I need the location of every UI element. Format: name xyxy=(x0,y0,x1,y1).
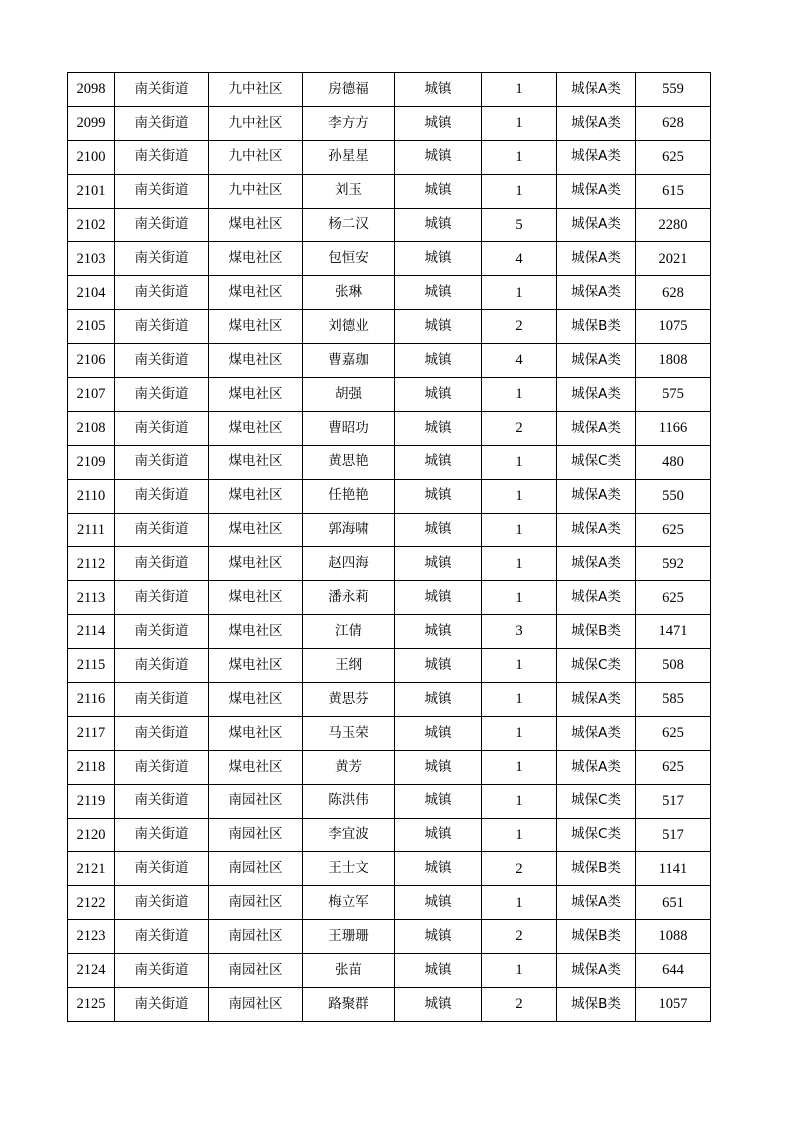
household-size-cell: 1 xyxy=(482,378,557,412)
household-size-cell: 1 xyxy=(482,174,557,208)
household-size-cell: 1 xyxy=(482,276,557,310)
community-cell: 煤电社区 xyxy=(209,513,303,547)
category-cell: 城保A类 xyxy=(557,886,636,920)
subdistrict-cell: 南关街道 xyxy=(115,615,209,649)
area-type-cell: 城镇 xyxy=(395,242,482,276)
table-row xyxy=(68,683,711,717)
row-number: 2099 xyxy=(68,106,115,140)
name-cell: 黄思芬 xyxy=(303,683,395,717)
community-cell: 九中社区 xyxy=(209,140,303,174)
community-cell: 煤电社区 xyxy=(209,344,303,378)
area-type-cell: 城镇 xyxy=(395,852,482,886)
row-number: 2124 xyxy=(68,954,115,988)
subdistrict-cell: 南关街道 xyxy=(115,140,209,174)
category-cell: 城保B类 xyxy=(557,988,636,1022)
table-row xyxy=(68,140,711,174)
table-row xyxy=(68,750,711,784)
row-number: 2107 xyxy=(68,378,115,412)
subdistrict-cell: 南关街道 xyxy=(115,445,209,479)
amount-cell: 1141 xyxy=(636,852,711,886)
area-type-cell: 城镇 xyxy=(395,344,482,378)
row-number: 2118 xyxy=(68,750,115,784)
name-cell: 江倩 xyxy=(303,615,395,649)
name-cell: 陈洪伟 xyxy=(303,784,395,818)
row-number: 2117 xyxy=(68,716,115,750)
subdistrict-cell: 南关街道 xyxy=(115,920,209,954)
table-row xyxy=(68,208,711,242)
community-cell: 南园社区 xyxy=(209,852,303,886)
table-row xyxy=(68,106,711,140)
amount-cell: 1808 xyxy=(636,344,711,378)
amount-cell: 508 xyxy=(636,649,711,683)
table-row xyxy=(68,344,711,378)
table-row xyxy=(68,73,711,107)
table-row xyxy=(68,954,711,988)
category-cell: 城保A类 xyxy=(557,581,636,615)
household-size-cell: 1 xyxy=(482,750,557,784)
subdistrict-cell: 南关街道 xyxy=(115,276,209,310)
name-cell: 梅立军 xyxy=(303,886,395,920)
community-cell: 煤电社区 xyxy=(209,547,303,581)
category-cell: 城保A类 xyxy=(557,716,636,750)
amount-cell: 2280 xyxy=(636,208,711,242)
subdistrict-cell: 南关街道 xyxy=(115,344,209,378)
community-cell: 煤电社区 xyxy=(209,615,303,649)
community-cell: 煤电社区 xyxy=(209,445,303,479)
table-row xyxy=(68,615,711,649)
amount-cell: 1057 xyxy=(636,988,711,1022)
table-row xyxy=(68,852,711,886)
table-row xyxy=(68,920,711,954)
area-type-cell: 城镇 xyxy=(395,750,482,784)
community-cell: 煤电社区 xyxy=(209,581,303,615)
area-type-cell: 城镇 xyxy=(395,716,482,750)
table-row xyxy=(68,378,711,412)
table-row xyxy=(68,513,711,547)
subdistrict-cell: 南关街道 xyxy=(115,954,209,988)
name-cell: 黄思艳 xyxy=(303,445,395,479)
name-cell: 房德福 xyxy=(303,73,395,107)
community-cell: 九中社区 xyxy=(209,174,303,208)
household-size-cell: 4 xyxy=(482,242,557,276)
row-number: 2123 xyxy=(68,920,115,954)
area-type-cell: 城镇 xyxy=(395,581,482,615)
amount-cell: 628 xyxy=(636,106,711,140)
area-type-cell: 城镇 xyxy=(395,547,482,581)
area-type-cell: 城镇 xyxy=(395,378,482,412)
area-type-cell: 城镇 xyxy=(395,174,482,208)
amount-cell: 517 xyxy=(636,784,711,818)
name-cell: 王珊珊 xyxy=(303,920,395,954)
name-cell: 刘德业 xyxy=(303,310,395,344)
name-cell: 郭海啸 xyxy=(303,513,395,547)
row-number: 2105 xyxy=(68,310,115,344)
subdistrict-cell: 南关街道 xyxy=(115,479,209,513)
name-cell: 潘永莉 xyxy=(303,581,395,615)
community-cell: 煤电社区 xyxy=(209,683,303,717)
roster-table-body xyxy=(68,73,711,1022)
category-cell: 城保C类 xyxy=(557,649,636,683)
amount-cell: 1088 xyxy=(636,920,711,954)
name-cell: 李方方 xyxy=(303,106,395,140)
amount-cell: 628 xyxy=(636,276,711,310)
household-size-cell: 2 xyxy=(482,920,557,954)
community-cell: 九中社区 xyxy=(209,73,303,107)
household-size-cell: 1 xyxy=(482,513,557,547)
category-cell: 城保A类 xyxy=(557,954,636,988)
name-cell: 王士文 xyxy=(303,852,395,886)
area-type-cell: 城镇 xyxy=(395,445,482,479)
row-number: 2113 xyxy=(68,581,115,615)
category-cell: 城保A类 xyxy=(557,547,636,581)
household-size-cell: 1 xyxy=(482,581,557,615)
community-cell: 南园社区 xyxy=(209,988,303,1022)
amount-cell: 644 xyxy=(636,954,711,988)
category-cell: 城保A类 xyxy=(557,513,636,547)
table-row xyxy=(68,479,711,513)
name-cell: 张琳 xyxy=(303,276,395,310)
table-row xyxy=(68,581,711,615)
row-number: 2108 xyxy=(68,411,115,445)
household-size-cell: 1 xyxy=(482,73,557,107)
amount-cell: 625 xyxy=(636,750,711,784)
table-row xyxy=(68,276,711,310)
area-type-cell: 城镇 xyxy=(395,276,482,310)
subdistrict-cell: 南关街道 xyxy=(115,547,209,581)
household-size-cell: 1 xyxy=(482,445,557,479)
area-type-cell: 城镇 xyxy=(395,784,482,818)
category-cell: 城保A类 xyxy=(557,750,636,784)
area-type-cell: 城镇 xyxy=(395,411,482,445)
name-cell: 曹嘉珈 xyxy=(303,344,395,378)
amount-cell: 625 xyxy=(636,513,711,547)
amount-cell: 2021 xyxy=(636,242,711,276)
household-size-cell: 3 xyxy=(482,615,557,649)
subdistrict-cell: 南关街道 xyxy=(115,106,209,140)
subdistrict-cell: 南关街道 xyxy=(115,581,209,615)
category-cell: 城保A类 xyxy=(557,174,636,208)
category-cell: 城保B类 xyxy=(557,615,636,649)
row-number: 2121 xyxy=(68,852,115,886)
subdistrict-cell: 南关街道 xyxy=(115,683,209,717)
community-cell: 煤电社区 xyxy=(209,411,303,445)
community-cell: 煤电社区 xyxy=(209,750,303,784)
row-number: 2114 xyxy=(68,615,115,649)
amount-cell: 517 xyxy=(636,818,711,852)
community-cell: 煤电社区 xyxy=(209,649,303,683)
table-row xyxy=(68,818,711,852)
household-size-cell: 1 xyxy=(482,140,557,174)
amount-cell: 559 xyxy=(636,73,711,107)
row-number: 2125 xyxy=(68,988,115,1022)
row-number: 2112 xyxy=(68,547,115,581)
name-cell: 孙星星 xyxy=(303,140,395,174)
household-size-cell: 1 xyxy=(482,479,557,513)
category-cell: 城保A类 xyxy=(557,276,636,310)
subdistrict-cell: 南关街道 xyxy=(115,73,209,107)
community-cell: 煤电社区 xyxy=(209,310,303,344)
community-cell: 南园社区 xyxy=(209,920,303,954)
household-size-cell: 1 xyxy=(482,784,557,818)
category-cell: 城保A类 xyxy=(557,140,636,174)
household-size-cell: 1 xyxy=(482,106,557,140)
amount-cell: 625 xyxy=(636,140,711,174)
row-number: 2115 xyxy=(68,649,115,683)
amount-cell: 1471 xyxy=(636,615,711,649)
row-number: 2101 xyxy=(68,174,115,208)
community-cell: 煤电社区 xyxy=(209,208,303,242)
table-row xyxy=(68,310,711,344)
community-cell: 煤电社区 xyxy=(209,242,303,276)
row-number: 2110 xyxy=(68,479,115,513)
name-cell: 李宜波 xyxy=(303,818,395,852)
name-cell: 任艳艳 xyxy=(303,479,395,513)
amount-cell: 585 xyxy=(636,683,711,717)
category-cell: 城保A类 xyxy=(557,683,636,717)
area-type-cell: 城镇 xyxy=(395,310,482,344)
category-cell: 城保A类 xyxy=(557,378,636,412)
category-cell: 城保A类 xyxy=(557,411,636,445)
amount-cell: 651 xyxy=(636,886,711,920)
row-number: 2122 xyxy=(68,886,115,920)
household-size-cell: 1 xyxy=(482,683,557,717)
area-type-cell: 城镇 xyxy=(395,954,482,988)
row-number: 2109 xyxy=(68,445,115,479)
area-type-cell: 城镇 xyxy=(395,988,482,1022)
community-cell: 南园社区 xyxy=(209,818,303,852)
category-cell: 城保A类 xyxy=(557,242,636,276)
category-cell: 城保B类 xyxy=(557,852,636,886)
row-number: 2119 xyxy=(68,784,115,818)
table-row xyxy=(68,445,711,479)
subdistrict-cell: 南关街道 xyxy=(115,378,209,412)
household-size-cell: 1 xyxy=(482,886,557,920)
area-type-cell: 城镇 xyxy=(395,140,482,174)
area-type-cell: 城镇 xyxy=(395,920,482,954)
subdistrict-cell: 南关街道 xyxy=(115,716,209,750)
amount-cell: 625 xyxy=(636,581,711,615)
table-row xyxy=(68,174,711,208)
amount-cell: 615 xyxy=(636,174,711,208)
household-size-cell: 2 xyxy=(482,852,557,886)
amount-cell: 575 xyxy=(636,378,711,412)
community-cell: 煤电社区 xyxy=(209,479,303,513)
category-cell: 城保C类 xyxy=(557,784,636,818)
name-cell: 刘玉 xyxy=(303,174,395,208)
amount-cell: 625 xyxy=(636,716,711,750)
area-type-cell: 城镇 xyxy=(395,73,482,107)
name-cell: 赵四海 xyxy=(303,547,395,581)
category-cell: 城保C类 xyxy=(557,818,636,852)
area-type-cell: 城镇 xyxy=(395,208,482,242)
amount-cell: 592 xyxy=(636,547,711,581)
name-cell: 路聚群 xyxy=(303,988,395,1022)
table-row xyxy=(68,716,711,750)
community-cell: 南园社区 xyxy=(209,784,303,818)
amount-cell: 1166 xyxy=(636,411,711,445)
household-size-cell: 5 xyxy=(482,208,557,242)
table-row xyxy=(68,988,711,1022)
area-type-cell: 城镇 xyxy=(395,106,482,140)
subdistrict-cell: 南关街道 xyxy=(115,750,209,784)
household-size-cell: 2 xyxy=(482,411,557,445)
category-cell: 城保B类 xyxy=(557,920,636,954)
household-size-cell: 1 xyxy=(482,716,557,750)
household-size-cell: 2 xyxy=(482,310,557,344)
household-size-cell: 4 xyxy=(482,344,557,378)
name-cell: 杨二汉 xyxy=(303,208,395,242)
table-row xyxy=(68,547,711,581)
subdistrict-cell: 南关街道 xyxy=(115,852,209,886)
household-size-cell: 1 xyxy=(482,649,557,683)
subdistrict-cell: 南关街道 xyxy=(115,513,209,547)
category-cell: 城保A类 xyxy=(557,208,636,242)
subdistrict-cell: 南关街道 xyxy=(115,818,209,852)
name-cell: 包恒安 xyxy=(303,242,395,276)
row-number: 2116 xyxy=(68,683,115,717)
category-cell: 城保A类 xyxy=(557,106,636,140)
subdistrict-cell: 南关街道 xyxy=(115,174,209,208)
subdistrict-cell: 南关街道 xyxy=(115,310,209,344)
row-number: 2104 xyxy=(68,276,115,310)
subdistrict-cell: 南关街道 xyxy=(115,208,209,242)
subdistrict-cell: 南关街道 xyxy=(115,886,209,920)
row-number: 2106 xyxy=(68,344,115,378)
community-cell: 煤电社区 xyxy=(209,276,303,310)
name-cell: 王纲 xyxy=(303,649,395,683)
area-type-cell: 城镇 xyxy=(395,886,482,920)
community-cell: 煤电社区 xyxy=(209,716,303,750)
household-size-cell: 2 xyxy=(482,988,557,1022)
area-type-cell: 城镇 xyxy=(395,649,482,683)
community-cell: 煤电社区 xyxy=(209,378,303,412)
name-cell: 曹昭功 xyxy=(303,411,395,445)
name-cell: 张苗 xyxy=(303,954,395,988)
amount-cell: 1075 xyxy=(636,310,711,344)
category-cell: 城保A类 xyxy=(557,344,636,378)
category-cell: 城保C类 xyxy=(557,445,636,479)
subdistrict-cell: 南关街道 xyxy=(115,784,209,818)
row-number: 2111 xyxy=(68,513,115,547)
table-row xyxy=(68,886,711,920)
area-type-cell: 城镇 xyxy=(395,683,482,717)
row-number: 2098 xyxy=(68,73,115,107)
area-type-cell: 城镇 xyxy=(395,479,482,513)
household-size-cell: 1 xyxy=(482,818,557,852)
area-type-cell: 城镇 xyxy=(395,615,482,649)
subdistrict-cell: 南关街道 xyxy=(115,411,209,445)
row-number: 2100 xyxy=(68,140,115,174)
community-cell: 南园社区 xyxy=(209,886,303,920)
table-row xyxy=(68,411,711,445)
category-cell: 城保A类 xyxy=(557,73,636,107)
table-row xyxy=(68,242,711,276)
subdistrict-cell: 南关街道 xyxy=(115,242,209,276)
subdistrict-cell: 南关街道 xyxy=(115,649,209,683)
name-cell: 黄芳 xyxy=(303,750,395,784)
category-cell: 城保A类 xyxy=(557,479,636,513)
amount-cell: 480 xyxy=(636,445,711,479)
roster-table xyxy=(67,72,711,1022)
row-number: 2103 xyxy=(68,242,115,276)
amount-cell: 550 xyxy=(636,479,711,513)
name-cell: 马玉荣 xyxy=(303,716,395,750)
category-cell: 城保B类 xyxy=(557,310,636,344)
community-cell: 南园社区 xyxy=(209,954,303,988)
name-cell: 胡强 xyxy=(303,378,395,412)
household-size-cell: 1 xyxy=(482,547,557,581)
area-type-cell: 城镇 xyxy=(395,818,482,852)
area-type-cell: 城镇 xyxy=(395,513,482,547)
household-size-cell: 1 xyxy=(482,954,557,988)
row-number: 2120 xyxy=(68,818,115,852)
table-row xyxy=(68,649,711,683)
row-number: 2102 xyxy=(68,208,115,242)
community-cell: 九中社区 xyxy=(209,106,303,140)
subdistrict-cell: 南关街道 xyxy=(115,988,209,1022)
table-row xyxy=(68,784,711,818)
